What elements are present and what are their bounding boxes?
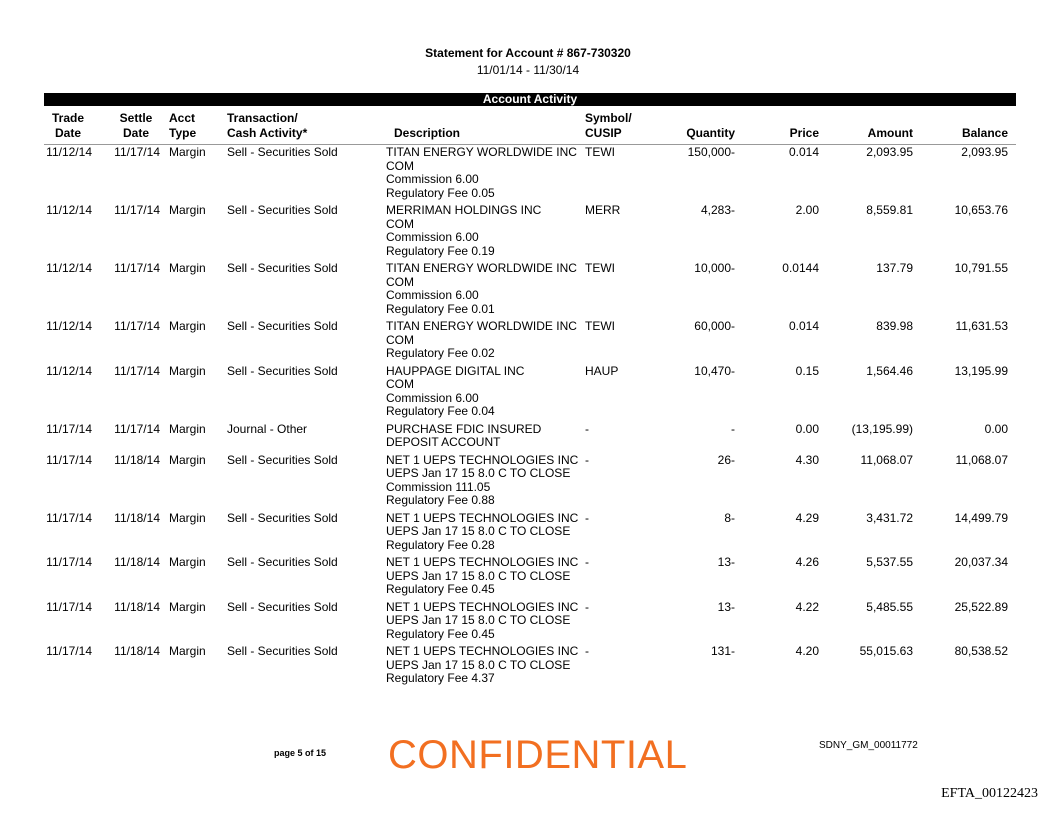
- table-row: [44, 556, 1016, 597]
- price: 0.00: [795, 421, 819, 436]
- amount: 11,068.07: [860, 452, 913, 467]
- symbol: HAUP: [585, 363, 619, 378]
- acct-type: Margin: [169, 319, 206, 333]
- settle-date: 11/18/14: [114, 644, 160, 658]
- balance: 11,631.53: [955, 319, 1008, 333]
- table-row: [44, 204, 1016, 258]
- acct-type: Margin: [169, 599, 206, 614]
- transaction-type: Sell - Securities Sold: [227, 644, 338, 658]
- description-line: Regulatory Fee 0.28: [386, 537, 495, 552]
- symbol: -: [585, 510, 589, 525]
- col-symbol-1: Symbol/: [585, 111, 632, 125]
- price: 4.22: [795, 599, 819, 614]
- quantity: 13-: [717, 555, 735, 569]
- activity-table-body: [44, 146, 1016, 690]
- description: [386, 262, 576, 316]
- transaction-type: Journal - Other: [227, 421, 308, 436]
- symbol: -: [585, 452, 589, 467]
- description-line: UEPS Jan 17 15 8.0 C TO CLOSE: [386, 613, 571, 627]
- transaction-type: Sell - Securities Sold: [227, 145, 338, 159]
- trade-date: 11/17/14: [46, 599, 92, 614]
- acct-type: Margin: [169, 363, 206, 378]
- balance: 0.00: [984, 421, 1008, 436]
- description-line: UEPS Jan 17 15 8.0 C TO CLOSE: [386, 568, 571, 583]
- transaction-type: Sell - Securities Sold: [227, 555, 338, 569]
- acct-type: Margin: [169, 261, 206, 275]
- table-row: [44, 365, 1016, 419]
- description-line: Commission 6.00: [386, 288, 479, 302]
- trade-date: 11/17/14: [46, 644, 92, 658]
- table-row: [44, 512, 1016, 553]
- description-line: Regulatory Fee 4.37: [386, 671, 495, 685]
- trade-date: 11/12/14: [46, 203, 92, 217]
- description: [386, 146, 576, 200]
- amount: 5,537.55: [866, 555, 913, 569]
- settle-date: 11/17/14: [114, 261, 160, 275]
- description-line: MERRIMAN HOLDINGS INC: [386, 203, 542, 217]
- description-line: COM: [386, 216, 414, 231]
- balance: 80,538.52: [954, 644, 1008, 658]
- description-line: COM: [386, 274, 414, 289]
- description-line: DEPOSIT ACCOUNT: [386, 435, 501, 449]
- page-number: page 5 of 15: [274, 748, 327, 758]
- amount: 1,564.46: [866, 363, 913, 378]
- price: 2.00: [795, 203, 819, 217]
- description: [386, 423, 576, 450]
- balance: 2,093.95: [961, 145, 1008, 159]
- trade-date: 11/17/14: [46, 510, 92, 525]
- symbol: TEWI: [585, 145, 615, 159]
- description-line: HAUPPAGE DIGITAL INC: [386, 363, 525, 378]
- description-line: Regulatory Fee 0.02: [386, 346, 495, 360]
- confidential-stamp: CONFIDENTIAL: [388, 733, 688, 777]
- description: [386, 365, 576, 419]
- symbol: TEWI: [585, 261, 615, 275]
- col-acct-1: Acct: [169, 111, 196, 125]
- amount: 8,559.81: [866, 203, 913, 217]
- description-line: Regulatory Fee 0.01: [386, 301, 495, 316]
- trade-date: 11/12/14: [46, 145, 92, 159]
- amount: (13,195.99): [851, 421, 913, 436]
- table-row: [44, 423, 1016, 450]
- quantity: 10,000-: [694, 261, 735, 275]
- col-description: Description: [394, 126, 461, 140]
- balance: 14,499.79: [954, 510, 1008, 525]
- transaction-type: Sell - Securities Sold: [227, 203, 338, 217]
- description-line: COM: [386, 377, 414, 391]
- settle-date: 11/17/14: [114, 145, 160, 159]
- description-line: Regulatory Fee 0.04: [386, 404, 495, 418]
- acct-type: Margin: [169, 555, 206, 569]
- col-symbol-2: CUSIP: [585, 126, 622, 140]
- amount: 839.98: [876, 319, 913, 333]
- description-line: Regulatory Fee 0.19: [386, 243, 495, 258]
- col-acct-2: Type: [169, 126, 197, 140]
- description-line: UEPS Jan 17 15 8.0 C TO CLOSE: [386, 466, 571, 480]
- description-line: TITAN ENERGY WORLDWIDE INC: [386, 261, 577, 275]
- quantity: 8-: [724, 510, 735, 525]
- section-header-account-activity: Account Activity: [44, 93, 1016, 106]
- description-line: COM: [386, 332, 414, 347]
- description: [386, 452, 579, 508]
- col-balance: Balance: [961, 126, 1008, 140]
- acct-type: Margin: [169, 644, 206, 658]
- symbol: -: [585, 644, 589, 658]
- settle-date: 11/17/14: [114, 421, 160, 436]
- col-trade-2: Date: [54, 126, 81, 140]
- balance: 25,522.89: [954, 599, 1008, 614]
- quantity: -: [731, 421, 735, 436]
- description: [386, 204, 576, 258]
- statement-title: Statement for Account # 867-730320: [425, 46, 631, 60]
- quantity: 13-: [717, 599, 735, 614]
- settle-date: 11/17/14: [114, 363, 160, 378]
- quantity: 4,283-: [700, 203, 735, 217]
- description: [386, 555, 579, 597]
- balance: 20,037.34: [954, 555, 1008, 569]
- efta-number: EFTA_00122423: [941, 786, 1038, 801]
- quantity: 131-: [710, 644, 735, 658]
- description-line: TITAN ENERGY WORLDWIDE INC: [386, 145, 577, 159]
- description-line: Regulatory Fee 0.88: [386, 493, 495, 507]
- col-quantity: Quantity: [686, 126, 735, 140]
- description-line: Regulatory Fee 0.05: [386, 185, 495, 200]
- col-trade-1: Trade: [51, 111, 84, 125]
- settle-date: 11/18/14: [114, 555, 160, 569]
- description-line: Regulatory Fee 0.45: [386, 582, 495, 596]
- amount: 5,485.55: [866, 599, 913, 614]
- description-line: Regulatory Fee 0.45: [386, 626, 495, 641]
- quantity: 60,000-: [694, 319, 735, 333]
- settle-date: 11/17/14: [114, 319, 160, 333]
- balance: 11,068.07: [955, 452, 1008, 467]
- transaction-type: Sell - Securities Sold: [227, 261, 338, 275]
- price: 4.26: [795, 555, 819, 569]
- amount: 2,093.95: [866, 145, 913, 159]
- table-row: [44, 262, 1016, 316]
- description: [386, 510, 579, 553]
- amount: 137.79: [876, 261, 913, 275]
- acct-type: Margin: [169, 145, 206, 159]
- symbol: -: [585, 555, 589, 569]
- col-amount: Amount: [867, 126, 913, 140]
- balance: 13,195.99: [954, 363, 1008, 378]
- acct-type: Margin: [169, 421, 206, 436]
- trade-date: 11/12/14: [46, 363, 92, 378]
- quantity: 10,470-: [694, 363, 735, 378]
- table-row: [44, 146, 1016, 200]
- settle-date: 11/17/14: [114, 203, 160, 217]
- description: [386, 599, 579, 642]
- description-line: TITAN ENERGY WORLDWIDE INC: [386, 319, 577, 333]
- table-row: [44, 454, 1016, 508]
- trade-date: 11/17/14: [46, 555, 92, 569]
- description: [386, 644, 579, 686]
- price: 4.29: [795, 510, 819, 525]
- trade-date: 11/12/14: [46, 261, 92, 275]
- trade-date: 11/12/14: [46, 319, 92, 333]
- price: 0.014: [788, 145, 819, 159]
- col-trans-2: Cash Activity*: [227, 126, 308, 140]
- bates-number: SDNY_GM_00011772: [819, 740, 918, 751]
- price: 4.20: [795, 644, 819, 658]
- price: 0.15: [795, 363, 819, 378]
- balance: 10,653.76: [954, 203, 1008, 217]
- symbol: MERR: [585, 203, 621, 217]
- amount: 3,431.72: [866, 510, 913, 525]
- description-line: NET 1 UEPS TECHNOLOGIES INC: [386, 510, 579, 525]
- settle-date: 11/18/14: [114, 599, 160, 614]
- description-line: COM: [386, 158, 414, 173]
- statement-period: 11/01/14 - 11/30/14: [476, 63, 580, 77]
- col-trans-1: Transaction/: [227, 111, 298, 125]
- col-settle-2: Date: [122, 126, 149, 140]
- description: [386, 320, 576, 361]
- symbol: TEWI: [585, 319, 615, 333]
- balance: 10,791.55: [954, 261, 1008, 275]
- description-line: NET 1 UEPS TECHNOLOGIES INC: [386, 452, 579, 467]
- acct-type: Margin: [169, 452, 206, 467]
- symbol: -: [585, 599, 589, 614]
- settle-date: 11/18/14: [114, 510, 160, 525]
- transaction-type: Sell - Securities Sold: [227, 452, 338, 467]
- description-line: NET 1 UEPS TECHNOLOGIES INC: [386, 644, 579, 658]
- acct-type: Margin: [169, 510, 206, 525]
- transaction-type: Sell - Securities Sold: [227, 319, 338, 333]
- table-row: [44, 601, 1016, 642]
- col-settle-1: Settle: [119, 111, 153, 125]
- description-line: NET 1 UEPS TECHNOLOGIES INC: [386, 555, 579, 569]
- trade-date: 11/17/14: [46, 452, 92, 467]
- transaction-type: Sell - Securities Sold: [227, 599, 338, 614]
- acct-type: Margin: [169, 203, 206, 217]
- settle-date: 11/18/14: [114, 452, 160, 467]
- description-line: UEPS Jan 17 15 8.0 C TO CLOSE: [386, 524, 571, 538]
- price: 4.30: [795, 452, 819, 467]
- description-line: Commission 6.00: [386, 230, 479, 244]
- quantity: 150,000-: [687, 145, 735, 159]
- trade-date: 11/17/14: [46, 421, 92, 436]
- table-row: [44, 320, 1016, 361]
- quantity: 26-: [717, 452, 735, 467]
- price: 0.0144: [782, 261, 819, 275]
- description-line: Commission 6.00: [386, 172, 479, 186]
- table-column-headers: [44, 111, 1016, 144]
- description-line: PURCHASE FDIC INSURED: [386, 421, 542, 436]
- description-line: Commission 6.00: [386, 390, 479, 405]
- description-line: NET 1 UEPS TECHNOLOGIES INC: [386, 599, 579, 614]
- price: 0.014: [788, 319, 819, 333]
- table-row: [44, 645, 1016, 686]
- transaction-type: Sell - Securities Sold: [227, 510, 338, 525]
- col-price: Price: [789, 126, 819, 140]
- amount: 55,015.63: [859, 644, 913, 658]
- description-line: Commission 111.05: [386, 479, 491, 494]
- description-line: UEPS Jan 17 15 8.0 C TO CLOSE: [386, 657, 571, 672]
- symbol: -: [585, 421, 589, 436]
- transaction-type: Sell - Securities Sold: [227, 363, 338, 378]
